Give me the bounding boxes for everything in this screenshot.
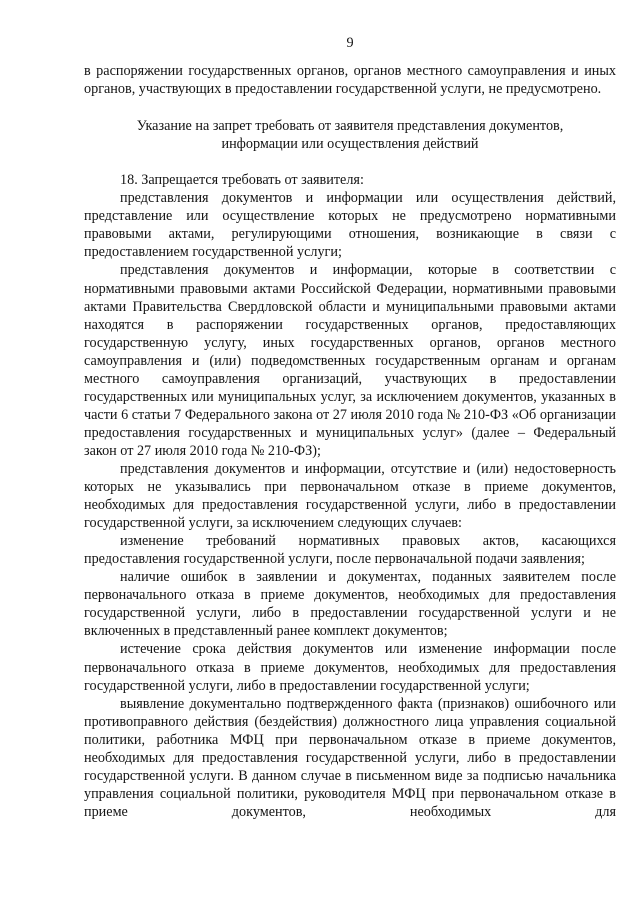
item-18-title: 18. Запрещается требовать от заявителя: xyxy=(120,172,364,189)
spacer xyxy=(84,153,616,171)
document-page xyxy=(84,34,616,821)
list-item: представления документов и информации, отсутствие и (или) недостоверность которых не указывались при первоначальном отказе в приеме документов, необходимых для предоставления государственной услуги, либо в предоставлении государственной услуги, за исключением следующих случаев: xyxy=(84,460,616,532)
list-item: представления документов и информации, которые в соответствии с нормативными правовыми актами Российской Федерации, нормативными правовыми актами Правительства Свердловской области и муниципальными правовыми актами находятся в распоряжении государственных органов, предоставляющих государственную услугу, иных государственных органов, органов местного самоуправления и (или) подведомственных государственным органам и органам местного самоуправления организаций, участвующих в предоставлении государственных или муниципальных услуг, за исключением документов, указанных в части 6 статьи 7 Федерального закона от 27 июля 2010 года № 210-ФЗ «Об организации предоставления государственных и муниципальных услуг» (далее – Федеральный закон от 27 июля 2010 года № 210-ФЗ); xyxy=(84,262,616,459)
list-item: представления документов и информации или осуществления действий, представление или осуществление которых не предусмотрено нормативными правовыми актами, регулирующими отношения, возникающие в связи с предоставлением государственной услуги; xyxy=(84,190,616,261)
section-heading-line-1: Указание на запрет требовать от заявителя представления документов, xyxy=(136,118,564,135)
spacer xyxy=(84,98,616,117)
section-heading-line-2: информации или осуществления действий xyxy=(221,136,479,153)
list-item: выявление документально подтвержденного факта (признаков) ошибочного или противоправного действия (бездействия) должностного лица управления социальной политики, работника МФЦ при первоначальном отказе в приеме документов, необходимых для предоставления государственной услуги, либо в предоставлении государственной услуги. В данном случае в письменном виде за подписью начальника управления социальной политики, руководителя МФЦ при первоначальном отказе в приеме документов, необходимых для xyxy=(84,695,616,820)
intro-paragraph: в распоряжении государственных органов, органов местного самоуправления и иных органов, участвующих в предоставлении государственной услуги, не предусмотрено. xyxy=(84,63,616,98)
page-number: 9 xyxy=(346,35,354,51)
list-item: изменение требований нормативных правовых актов, касающихся предоставления государственной услуги, после первоначальной подачи заявления; xyxy=(84,533,616,568)
list-item: наличие ошибок в заявлении и документах, поданных заявителем после первоначального отказа в приеме документов, необходимых для предоставления государственной услуги, либо в предоставлении государственной услуги и не включенных в представленный ранее комплект документов; xyxy=(84,569,616,640)
list-item: истечение срока действия документов или изменение информации после первоначального отказа в приеме документов, необходимых для предоставления государственной услуги, либо в предоставлении государственной услуги; xyxy=(84,641,616,694)
